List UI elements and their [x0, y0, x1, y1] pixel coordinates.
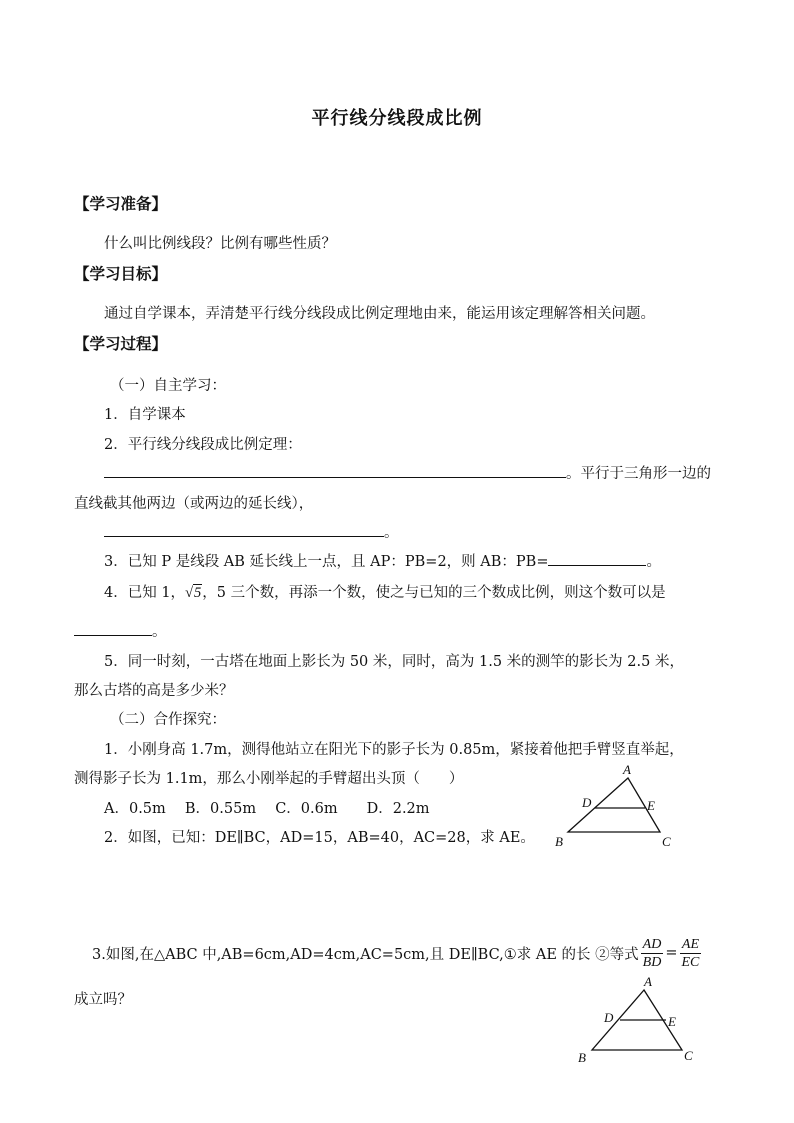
q4-tail: 。 [152, 624, 167, 640]
p2-q1-line2: 测得影子长为 1.1m，那么小刚举起的手臂超出头顶（ ） [74, 771, 464, 787]
prep-text: 什么叫比例线段？比例有哪些性质？ [104, 236, 336, 252]
label-c: C [662, 834, 671, 849]
label-b: B [555, 834, 563, 849]
q2-line2: 直线截其他两边（或两边的延长线）， [74, 496, 314, 512]
part1-label: （一）自主学习： [110, 378, 226, 394]
frac1-numerator: AD [642, 936, 662, 952]
section-heading-goal: 【学习目标】 [74, 264, 168, 283]
p2-q3-line2: 成立吗？ [74, 992, 132, 1008]
q2-line1-tail: 。平行于三角形一边的 [566, 466, 711, 482]
p2-q1-line1: 1．小刚身高 1.7m，测得他站立在阳光下的影子长为 0.85m，紧接着他把手臂竖直举起， [104, 742, 684, 758]
label-d: D [604, 1010, 614, 1025]
section-heading-process: 【学习过程】 [74, 334, 168, 353]
label-e: E [668, 1014, 676, 1029]
label-c: C [684, 1048, 693, 1063]
q3-line [104, 550, 661, 571]
q1-text: 1．自学课本 [104, 407, 186, 423]
triangle-figure-1 [548, 760, 688, 852]
frac2-numerator: AE [681, 936, 699, 952]
equals-sign: = [665, 945, 678, 961]
triangle-figure-2 [570, 972, 710, 1064]
q5-line1: 5．同一时刻，一古塔在地面上影长为 50 米，同时，高为 1.5 米的测竿的影长为 2.5 米， [104, 654, 684, 670]
q2-line1 [104, 462, 711, 483]
label-b: B [578, 1050, 586, 1064]
q5-line2: 那么古塔的高是多少米？ [74, 683, 234, 699]
p2-q1-options: A．0.5m B．0.55m C．0.6m D．2.2m [104, 801, 430, 817]
label-a: A [644, 974, 652, 989]
part2-label: （二）合作探究： [110, 712, 226, 728]
q4-line [104, 581, 666, 602]
goal-text: 通过自学课本，弄清楚平行线分线段成比例定理地由来，能运用该定理解答相关问题。 [104, 306, 655, 322]
fraction-ad-bd [641, 936, 664, 971]
p2-q3-text: 3.如图,在△ABC 中,AB=6cm,AD=4cm,AC=5cm,且 DE∥BC,①求 AE 的长 ②等式 [92, 946, 639, 963]
label-d: D [582, 795, 592, 810]
p2-q2-text: 2．如图，已知：DE∥BC，AD=15，AB=40，AC=28，求 AE。 [104, 830, 535, 846]
answer-blank[interactable] [104, 522, 384, 537]
frac2-denominator: EC [681, 954, 700, 970]
q4-post: ，5 三个数，再添一个数，使之与已知的三个数成比例，则这个数可以是 [202, 585, 666, 601]
answer-blank[interactable] [548, 551, 646, 566]
answer-blank[interactable] [104, 463, 566, 478]
q4-pre: 4．已知 1， [104, 585, 186, 601]
sqrt-symbol: √5 [185, 585, 202, 601]
q4-radicand: 5 [194, 585, 202, 601]
frac1-denominator: BD [642, 954, 662, 970]
answer-blank[interactable] [74, 621, 152, 636]
q2-text: 2．平行线分线段成比例定理： [104, 437, 302, 453]
section-heading-prep: 【学习准备】 [74, 194, 168, 213]
fraction-ae-ec [680, 936, 702, 971]
label-a: A [623, 762, 631, 777]
q3-tail: 。 [646, 554, 661, 570]
page-title: 平行线分线段成比例 [311, 108, 483, 129]
p2-q3-line1 [92, 935, 703, 971]
q2-line3-tail: 。 [384, 525, 399, 541]
label-e: E [647, 798, 655, 813]
q3-text: 3．已知 P 是线段 AB 延长线上一点，且 AP：PB=2，则 AB：PB= [104, 554, 549, 570]
q4-line2 [74, 620, 167, 641]
q2-line3 [104, 521, 399, 542]
